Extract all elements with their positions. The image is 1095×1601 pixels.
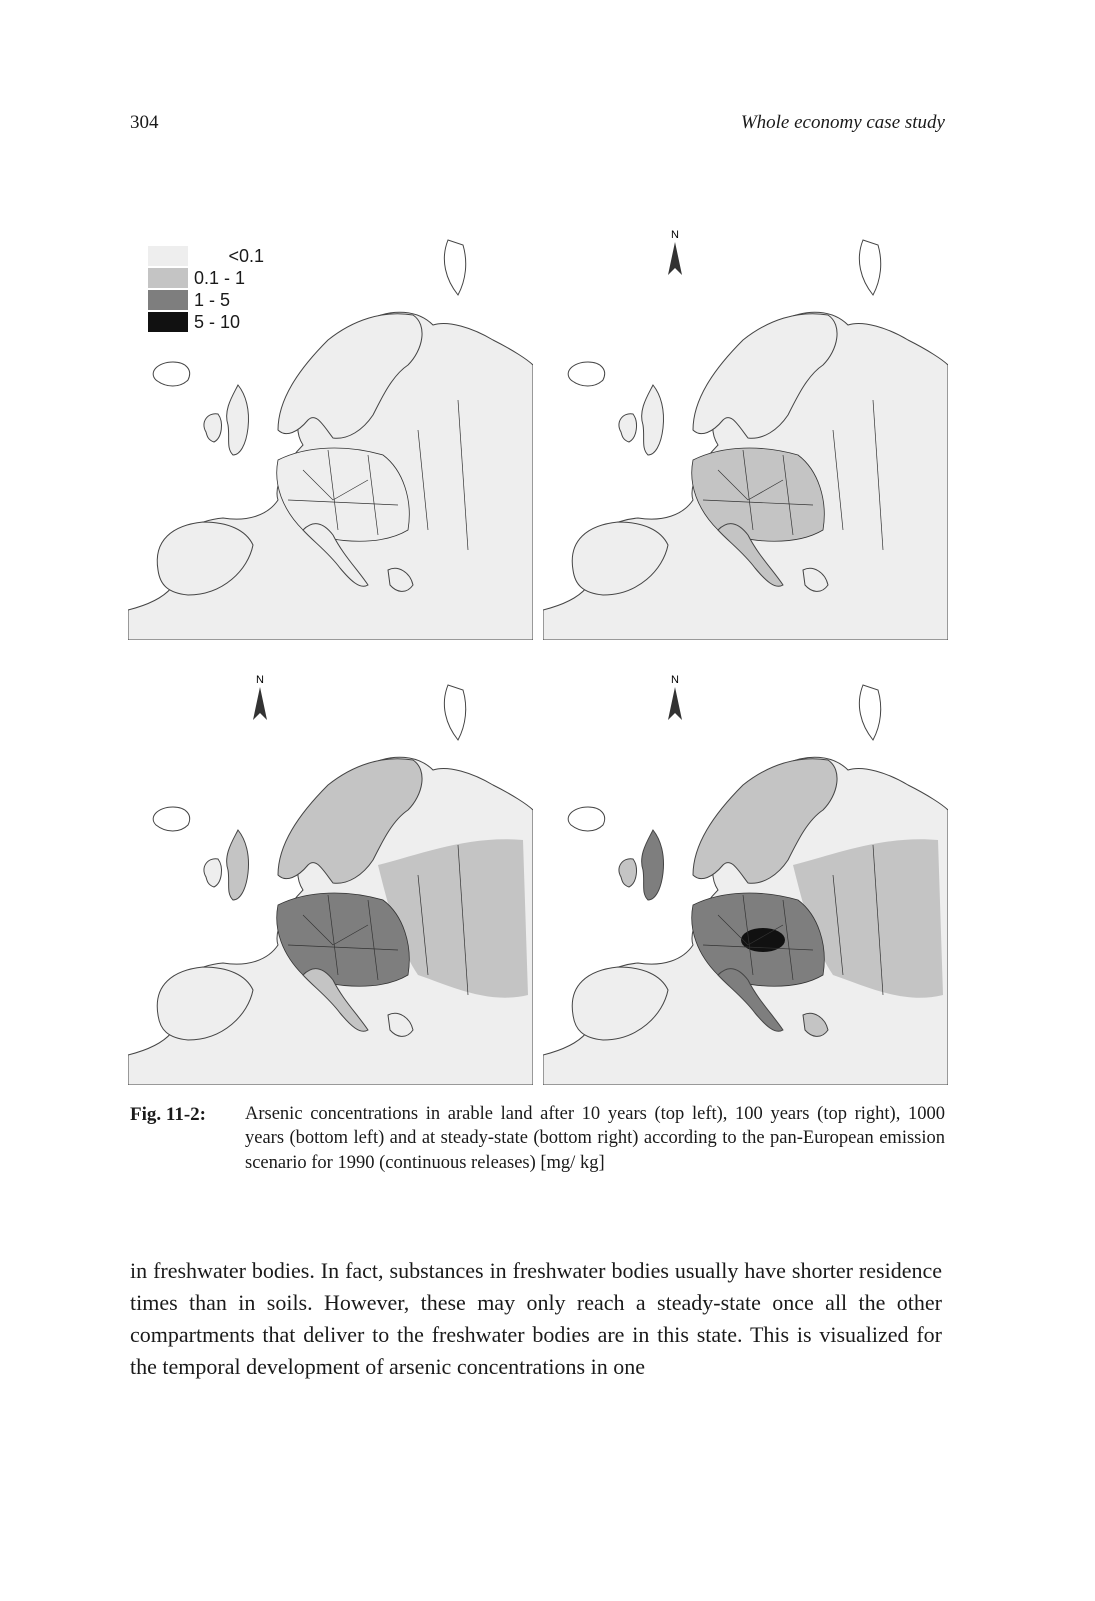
north-label: N [671,229,679,241]
north-arrow-icon [668,674,682,720]
running-title: Whole economy case study [740,112,945,133]
caption-label: Fig. 11-2: [130,1104,206,1125]
ireland-region [619,414,637,442]
legend-item [148,267,264,289]
figure [128,200,948,1080]
legend-swatch [148,246,188,266]
map-legend [148,245,264,333]
legend-label: 0.1 - 1 [194,267,246,288]
iceland-outline [153,362,189,386]
legend-swatch [148,290,188,310]
arctic-island-outline [859,240,880,295]
north-label: N [671,674,679,686]
body-paragraph: in freshwater bodies. In fact, substances in freshwater bodies usually have shorter residence times than in soils. However, these may only reach a steady-state once all the other compartments that deliver to the freshwater bodies are in this state. This is visualized for the temporal development of arsenic concentrations in one [130,1258,942,1379]
ireland-region [204,859,222,887]
arctic-island-outline [859,685,880,740]
legend-item [148,245,264,267]
legend-item [148,289,264,311]
page-number: 304 [130,112,159,133]
north-arrow-icon [253,674,267,720]
europe-map-svg [128,645,533,1085]
iceland-outline [568,362,604,386]
legend-label: 1 - 5 [194,289,231,310]
north-arrow-icon [668,229,682,275]
map-top-right [543,200,948,640]
legend-label: 5 - 10 [194,311,241,332]
figure-caption [130,1102,945,1175]
europe-map-svg [543,200,948,640]
legend-swatch [148,268,188,288]
britain-region [227,385,249,455]
legend-swatch [148,312,188,332]
iceland-outline [153,807,189,831]
north-label: N [256,674,264,686]
legend-item [148,311,264,333]
arctic-island-outline [444,240,465,295]
britain-region [642,385,664,455]
legend-label: <0.1 [228,245,264,266]
iceland-outline [568,807,604,831]
britain-region [642,830,664,900]
arctic-island-outline [444,685,465,740]
caption-text: Arsenic concentrations in arable land after 10 years (top left), 100 years (top right), 1000 years (bottom left) and at steady-state (bottom right) according to the pan-European emission scenario for 1990 (continuous releases) [mg/ kg] [245,1104,945,1173]
map-bottom-left [128,645,533,1085]
map-bottom-right [543,645,948,1085]
europe-map-svg [543,645,948,1085]
britain-region [227,830,249,900]
ireland-region [619,859,637,887]
ireland-region [204,414,222,442]
